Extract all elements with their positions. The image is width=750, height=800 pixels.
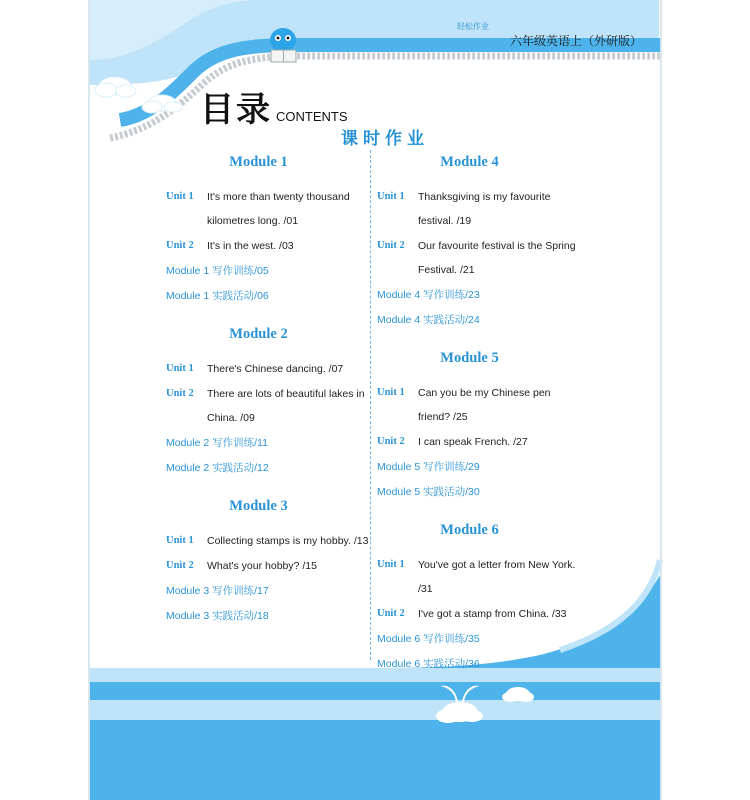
- unit-title: It's more than twenty thousand kilometres long. /01: [207, 191, 350, 227]
- unit-label: Unit 2: [377, 240, 405, 251]
- unit-title: There's Chinese dancing. /07: [207, 363, 344, 375]
- toc-extra-entry[interactable]: Module 4 实践活动/24: [377, 314, 480, 326]
- unit-title: What's your hobby? /15: [207, 560, 317, 572]
- module-section: [377, 522, 582, 676]
- toc-entry[interactable]: [166, 234, 371, 258]
- toc-entry[interactable]: [377, 185, 582, 233]
- module-title: Module 4: [440, 154, 499, 170]
- toc-entry[interactable]: [166, 357, 371, 381]
- module-title: Module 1: [229, 154, 288, 170]
- toc-entry[interactable]: [166, 382, 371, 430]
- toc-right-column: [377, 154, 582, 694]
- unit-label: Unit 2: [166, 388, 194, 399]
- toc-extra-entry[interactable]: Module 5 实践活动/30: [377, 486, 480, 498]
- unit-label: Unit 1: [166, 535, 194, 546]
- unit-label: Unit 1: [377, 191, 405, 202]
- toc-entry[interactable]: [166, 529, 371, 553]
- toc-extra-entry[interactable]: Module 6 实践活动/36: [377, 658, 480, 670]
- toc-entry[interactable]: [166, 554, 371, 578]
- toc-extra-entry[interactable]: Module 1 写作训练/05: [166, 265, 269, 277]
- page-title-en: CONTENTS: [276, 109, 348, 124]
- module-title: Module 5: [440, 350, 499, 366]
- unit-title: Our favourite festival is the Spring Festival. /21: [418, 240, 576, 276]
- mascot-icon: [270, 28, 296, 62]
- unit-label: Unit 2: [166, 240, 194, 251]
- section-title: 课时作业: [341, 129, 429, 149]
- module-section: [166, 498, 371, 628]
- module-section: [377, 350, 582, 504]
- toc-extra-entry[interactable]: Module 5 写作训练/29: [377, 461, 480, 473]
- module-section: [166, 154, 371, 308]
- unit-title: I can speak French. /27: [418, 436, 528, 448]
- toc-extra-entry[interactable]: Module 2 写作训练/11: [166, 437, 268, 449]
- unit-label: Unit 2: [377, 608, 405, 619]
- toc-extra-entry[interactable]: Module 2 实践活动/12: [166, 462, 269, 474]
- toc-entry[interactable]: [377, 430, 582, 454]
- unit-title: You've got a letter from New York. /31: [418, 559, 576, 595]
- unit-label: Unit 1: [377, 559, 405, 570]
- brand-logo: 轻松作业: [457, 22, 489, 31]
- module-title: Module 3: [229, 498, 288, 514]
- toc-entry[interactable]: [377, 381, 582, 429]
- module-section: [166, 326, 371, 480]
- unit-title: There are lots of beautiful lakes in China. /09: [207, 388, 365, 424]
- toc-entry[interactable]: [377, 553, 582, 601]
- toc-entry[interactable]: [166, 185, 371, 233]
- toc-extra-entry[interactable]: Module 6 写作训练/35: [377, 633, 480, 645]
- toc-entry[interactable]: [377, 602, 582, 626]
- toc-extra-entry[interactable]: Module 3 实践活动/18: [166, 610, 269, 622]
- unit-label: Unit 1: [377, 387, 405, 398]
- unit-label: Unit 2: [166, 560, 194, 571]
- toc-extra-entry[interactable]: Module 4 写作训练/23: [377, 289, 480, 301]
- toc-left-column: [166, 154, 371, 646]
- toc-entry[interactable]: [377, 234, 582, 282]
- unit-title: Collecting stamps is my hobby. /13: [207, 535, 369, 547]
- unit-label: Unit 1: [166, 191, 194, 202]
- book-title: 六年级英语上（外研版）: [510, 34, 643, 48]
- unit-title: I've got a stamp from China. /33: [418, 608, 567, 620]
- unit-title: Can you be my Chinese pen friend? /25: [418, 387, 551, 423]
- toc-extra-entry[interactable]: Module 3 写作训练/17: [166, 585, 269, 597]
- page-title-zh: 目录: [200, 90, 272, 130]
- unit-label: Unit 2: [377, 436, 405, 447]
- unit-title: Thanksgiving is my favourite festival. /19: [418, 191, 551, 227]
- unit-title: It's in the west. /03: [207, 240, 294, 252]
- module-section: [377, 154, 582, 332]
- toc-extra-entry[interactable]: Module 1 实践活动/06: [166, 290, 269, 302]
- unit-label: Unit 1: [166, 363, 194, 374]
- module-title: Module 6: [440, 522, 499, 538]
- module-title: Module 2: [229, 326, 288, 342]
